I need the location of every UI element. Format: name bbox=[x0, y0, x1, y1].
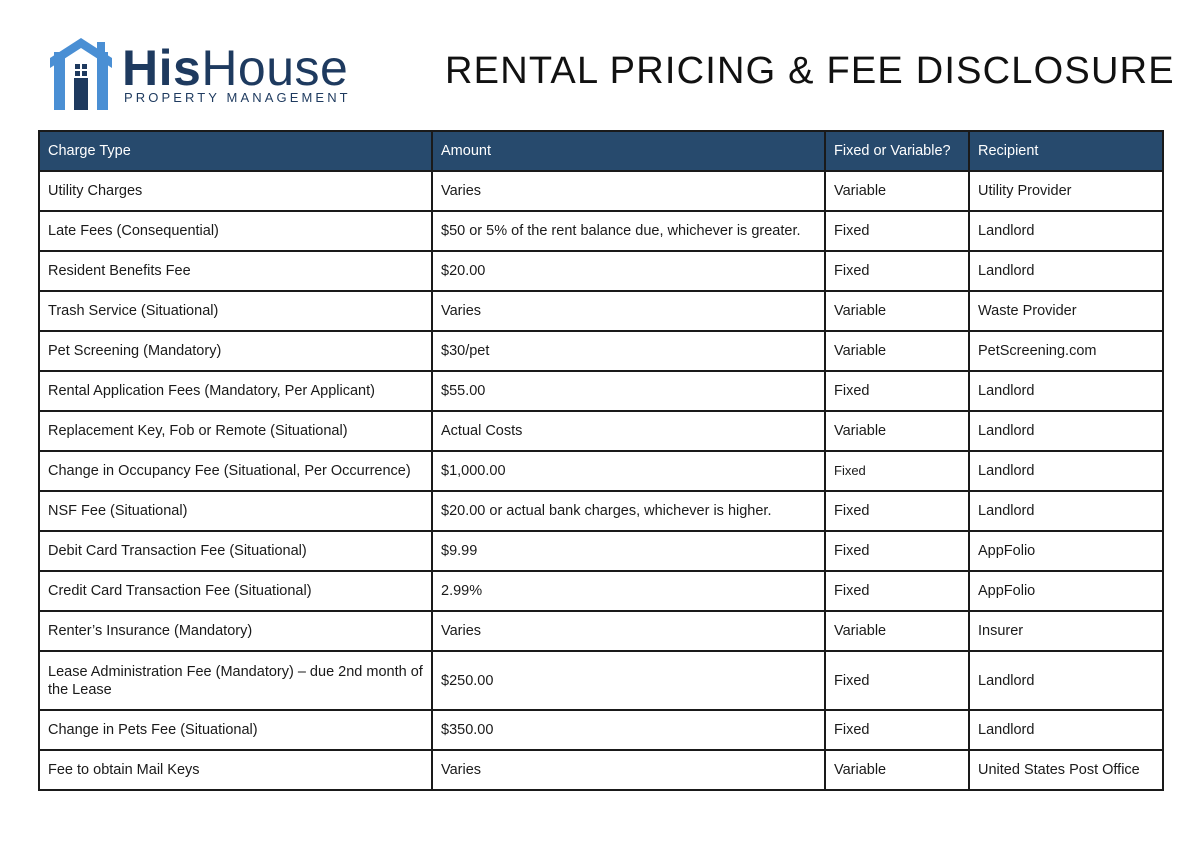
cell-charge-type: Trash Service (Situational) bbox=[39, 291, 432, 331]
cell-amount: Varies bbox=[432, 611, 825, 651]
cell-charge-type: Rental Application Fees (Mandatory, Per Applicant) bbox=[39, 371, 432, 411]
cell-amount: Actual Costs bbox=[432, 411, 825, 451]
cell-fixed-or-variable: Fixed bbox=[825, 451, 969, 491]
cell-charge-type: Change in Pets Fee (Situational) bbox=[39, 710, 432, 750]
cell-recipient: United States Post Office bbox=[969, 750, 1163, 790]
cell-amount: $30/pet bbox=[432, 331, 825, 371]
cell-amount: Varies bbox=[432, 750, 825, 790]
table-row bbox=[39, 611, 1163, 651]
column-header-fixed-or-variable: Fixed or Variable? bbox=[825, 131, 969, 171]
table-row bbox=[39, 651, 1163, 710]
table-row bbox=[39, 331, 1163, 371]
cell-charge-type: Late Fees (Consequential) bbox=[39, 211, 432, 251]
column-header-recipient: Recipient bbox=[969, 131, 1163, 171]
cell-fixed-or-variable: Variable bbox=[825, 331, 969, 371]
cell-recipient: Landlord bbox=[969, 651, 1163, 710]
cell-amount: $55.00 bbox=[432, 371, 825, 411]
cell-recipient: Landlord bbox=[969, 251, 1163, 291]
table-row bbox=[39, 371, 1163, 411]
table-row bbox=[39, 710, 1163, 750]
cell-amount: $20.00 bbox=[432, 251, 825, 291]
table-header-row bbox=[39, 131, 1163, 171]
cell-fixed-or-variable: Fixed bbox=[825, 571, 969, 611]
cell-amount: $350.00 bbox=[432, 710, 825, 750]
table-row bbox=[39, 251, 1163, 291]
table-row bbox=[39, 750, 1163, 790]
logo-name-light: House bbox=[201, 40, 349, 96]
cell-recipient: Landlord bbox=[969, 371, 1163, 411]
cell-charge-type: Debit Card Transaction Fee (Situational) bbox=[39, 531, 432, 571]
cell-amount: 2.99% bbox=[432, 571, 825, 611]
cell-charge-type: Pet Screening (Mandatory) bbox=[39, 331, 432, 371]
column-header-charge-type: Charge Type bbox=[39, 131, 432, 171]
cell-charge-type: NSF Fee (Situational) bbox=[39, 491, 432, 531]
cell-fixed-or-variable: Fixed bbox=[825, 710, 969, 750]
cell-recipient: Utility Provider bbox=[969, 171, 1163, 211]
table-row bbox=[39, 291, 1163, 331]
cell-fixed-or-variable: Variable bbox=[825, 171, 969, 211]
table-row bbox=[39, 171, 1163, 211]
cell-amount: $1,000.00 bbox=[432, 451, 825, 491]
cell-fixed-or-variable: Fixed bbox=[825, 491, 969, 531]
cell-recipient: Landlord bbox=[969, 211, 1163, 251]
logo-name-bold: His bbox=[122, 40, 202, 96]
cell-recipient: Landlord bbox=[969, 411, 1163, 451]
table-row bbox=[39, 211, 1163, 251]
table-row bbox=[39, 531, 1163, 571]
cell-recipient: Landlord bbox=[969, 710, 1163, 750]
cell-fixed-or-variable: Variable bbox=[825, 291, 969, 331]
cell-charge-type: Utility Charges bbox=[39, 171, 432, 211]
house-logo-icon bbox=[50, 38, 116, 112]
cell-amount: Varies bbox=[432, 291, 825, 331]
cell-charge-type: Change in Occupancy Fee (Situational, Per Occurrence) bbox=[39, 451, 432, 491]
table-row bbox=[39, 491, 1163, 531]
cell-recipient: PetScreening.com bbox=[969, 331, 1163, 371]
cell-charge-type: Lease Administration Fee (Mandatory) – due 2nd month of the Lease bbox=[39, 651, 432, 710]
cell-amount: $9.99 bbox=[432, 531, 825, 571]
cell-amount: $20.00 or actual bank charges, whichever is higher. bbox=[432, 491, 825, 531]
table-row bbox=[39, 451, 1163, 491]
fee-table bbox=[38, 130, 1164, 791]
company-logo bbox=[50, 38, 390, 112]
cell-recipient: Landlord bbox=[969, 451, 1163, 491]
cell-fixed-or-variable: Fixed bbox=[825, 371, 969, 411]
table-row bbox=[39, 571, 1163, 611]
logo-tagline: PROPERTY MANAGEMENT bbox=[124, 90, 351, 105]
cell-charge-type: Renter’s Insurance (Mandatory) bbox=[39, 611, 432, 651]
cell-recipient: Waste Provider bbox=[969, 291, 1163, 331]
cell-fixed-or-variable: Fixed bbox=[825, 211, 969, 251]
cell-charge-type: Resident Benefits Fee bbox=[39, 251, 432, 291]
page-title: RENTAL PRICING & FEE DISCLOSURE bbox=[445, 50, 1175, 92]
column-header-amount: Amount bbox=[432, 131, 825, 171]
cell-fixed-or-variable: Variable bbox=[825, 411, 969, 451]
table-row bbox=[39, 411, 1163, 451]
cell-fixed-or-variable: Variable bbox=[825, 611, 969, 651]
cell-fixed-or-variable: Fixed bbox=[825, 251, 969, 291]
cell-fixed-or-variable: Fixed bbox=[825, 651, 969, 710]
cell-amount: $50 or 5% of the rent balance due, whichever is greater. bbox=[432, 211, 825, 251]
cell-recipient: AppFolio bbox=[969, 531, 1163, 571]
cell-charge-type: Replacement Key, Fob or Remote (Situational) bbox=[39, 411, 432, 451]
cell-charge-type: Credit Card Transaction Fee (Situational) bbox=[39, 571, 432, 611]
logo-wordmark bbox=[122, 40, 351, 105]
cell-recipient: AppFolio bbox=[969, 571, 1163, 611]
logo-name bbox=[122, 40, 351, 96]
cell-fixed-or-variable: Fixed bbox=[825, 531, 969, 571]
cell-recipient: Insurer bbox=[969, 611, 1163, 651]
cell-charge-type: Fee to obtain Mail Keys bbox=[39, 750, 432, 790]
cell-fixed-or-variable: Variable bbox=[825, 750, 969, 790]
cell-amount: Varies bbox=[432, 171, 825, 211]
cell-recipient: Landlord bbox=[969, 491, 1163, 531]
cell-amount: $250.00 bbox=[432, 651, 825, 710]
